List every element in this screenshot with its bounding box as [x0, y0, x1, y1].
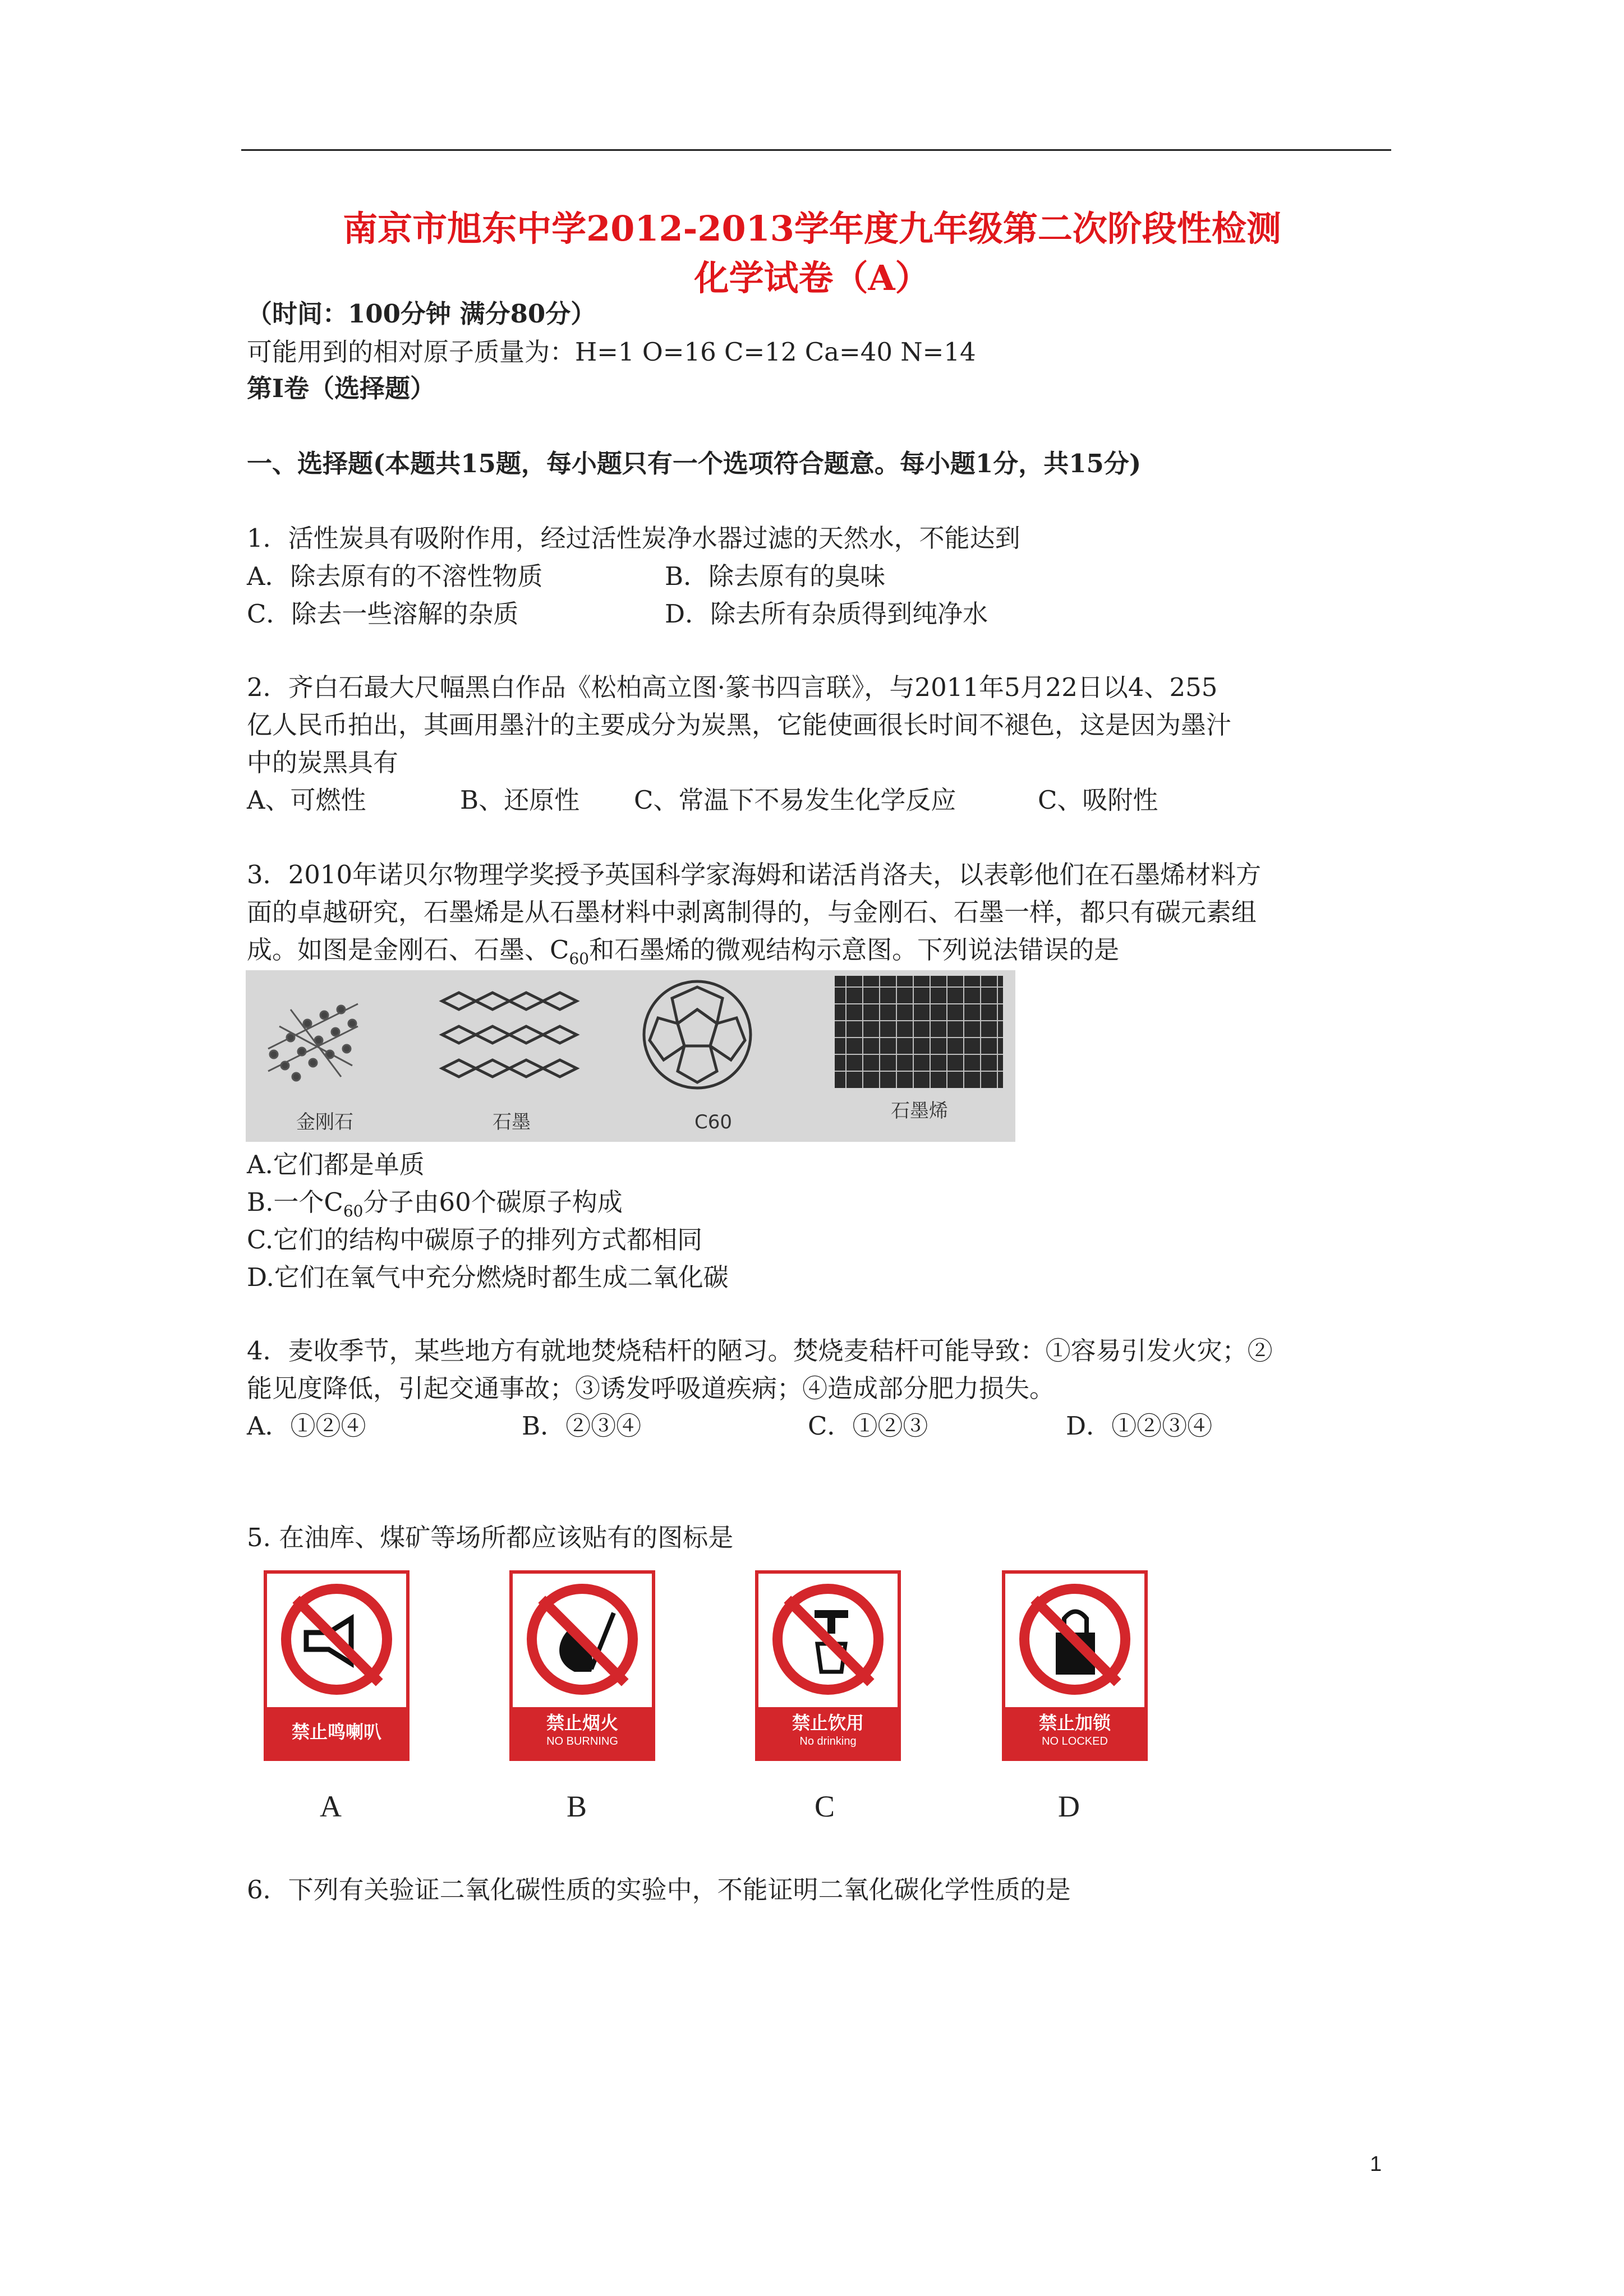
q3-option-d: D.它们在氧气中充分燃烧时都生成二氧化碳 [247, 1262, 729, 1292]
q2-option-c: C、常温下不易发生化学反应 [634, 785, 956, 815]
q4-stem-line1: 4．麦收季节，某些地方有就地焚烧秸杆的陋习。焚烧麦秸杆可能导致：①容易引发火灾；② [247, 1336, 1273, 1366]
q1-option-d: D．除去所有杂质得到纯净水 [665, 599, 988, 629]
part-label: 第Ⅰ卷（选择题） [247, 374, 436, 403]
c60-structure-icon [644, 981, 751, 1088]
q4-option-b: B．②③④ [522, 1411, 642, 1441]
q1-option-a: A．除去原有的不溶性物质 [247, 561, 543, 591]
q2-option-a: A、可燃性 [247, 785, 366, 815]
sign-letter-b: B [567, 1790, 587, 1823]
label-graphite: 石墨 [493, 1111, 531, 1133]
diamond-structure-icon [268, 1004, 358, 1081]
q2-option-b: B、还原性 [460, 785, 580, 815]
sign-no-burning: 禁止烟火 NO BURNING [509, 1570, 655, 1761]
q1-option-c: C．除去一些溶解的杂质 [247, 599, 519, 629]
sign-letter-d: D [1058, 1790, 1080, 1823]
q3-option-c: C.它们的结构中碳原子的排列方式都相同 [247, 1225, 703, 1255]
q5-stem: 5. 在油库、煤矿等场所都应该贴有的图标是 [247, 1523, 734, 1552]
sign-no-drinking: 禁止饮用 No drinking [755, 1570, 901, 1761]
q3-option-a: A.它们都是单质 [247, 1150, 425, 1179]
page-number: 1 [1370, 2152, 1382, 2176]
atomic-masses: 可能用到的相对原子质量为：H=1 O=16 C=12 Ca=40 N=14 [247, 337, 976, 367]
time-score: （时间：100分钟 满分80分） [247, 299, 596, 329]
exam-subtitle: 化学试卷（A） [694, 257, 930, 298]
q2-option-d: C、吸附性 [1038, 785, 1158, 815]
label-diamond: 金刚石 [296, 1111, 353, 1133]
carbon-structures-svg [246, 970, 1015, 1142]
sign-no-horn: 禁止鸣喇叭 [264, 1570, 410, 1761]
sign-letter-c: C [815, 1790, 835, 1823]
q4-option-a: A．①②④ [247, 1411, 366, 1441]
graphite-structure-icon [442, 993, 577, 1077]
exam-title: 南京市旭东中学2012-2013学年度九年级第二次阶段性检测 [343, 208, 1281, 249]
label-c60: C60 [694, 1111, 733, 1133]
q4-stem-line2: 能见度降低，引起交通事故；③诱发呼吸道疾病；④造成部分肥力损失。 [247, 1373, 1055, 1403]
q1-option-b: B．除去原有的臭味 [665, 561, 886, 591]
q3-stem-line1: 3．2010年诺贝尔物理学奖授予英国科学家海姆和诺活肖洛夫，以表彰他们在石墨烯材料方 [247, 860, 1262, 889]
q3-stem-line2: 面的卓越研究，石墨烯是从石墨材料中剥离制得的，与金刚石、石墨一样，都只有碳元素组 [247, 897, 1257, 927]
label-graphene: 石墨烯 [891, 1100, 948, 1122]
q2-stem-line3: 中的炭黑具有 [247, 748, 399, 777]
q2-stem-line2: 亿人民币拍出，其画用墨汁的主要成分为炭黑，它能使画很长时间不褪色，这是因为墨汁 [247, 710, 1232, 740]
q6-stem: 6．下列有关验证二氧化碳性质的实验中，不能证明二氧化碳化学性质的是 [247, 1875, 1071, 1905]
sign-no-locked: 禁止加锁 NO LOCKED [1002, 1570, 1148, 1761]
q2-stem-line1: 2．齐白石最大尺幅黑白作品《松柏高立图·篆书四言联》，与2011年5月22日以4、255 [247, 672, 1218, 702]
q4-option-c: C．①②③ [808, 1411, 928, 1441]
section-heading: 一、选择题(本题共15题，每小题只有一个选项符合题意。每小题1分，共15分) [247, 449, 1142, 478]
q1-stem: 1．活性炭具有吸附作用，经过活性炭净水器过滤的天然水，不能达到 [247, 523, 1020, 553]
q3-stem-line3: 成。如图是金刚石、石墨、$C_{60}$和石墨烯的微观结构示意图。下列说法错误的是 [247, 935, 1120, 968]
carbon-allotropes-figure [246, 970, 1015, 1142]
header-rule [241, 149, 1391, 151]
q4-option-d: D．①②③④ [1066, 1411, 1213, 1441]
q3-option-b: B.一个$C_{60}$分子由60个碳原子构成 [247, 1187, 623, 1220]
graphene-structure-icon [835, 976, 1003, 1088]
sign-letter-a: A [320, 1790, 342, 1823]
